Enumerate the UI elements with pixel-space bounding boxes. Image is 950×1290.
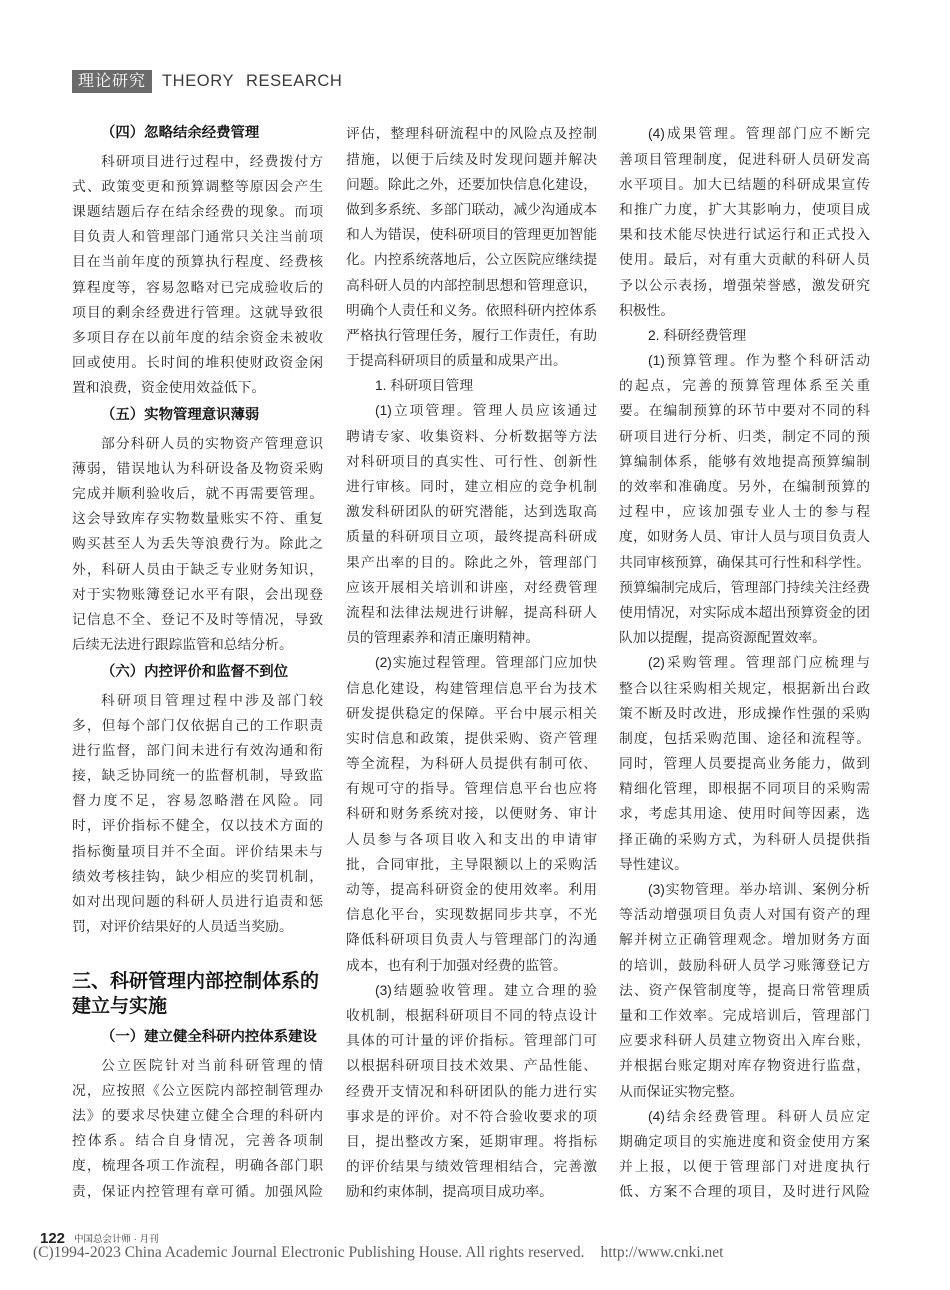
- text-line: 时，评价指标不健全，仅以技术方面的: [72, 818, 323, 834]
- subsection-heading: （六）内控评价和监督不到位: [101, 664, 289, 681]
- text-line: 严格执行管理任务，履行工作责任，有助: [346, 327, 597, 343]
- text-line: 措施，以便于后续及时发现问题并解决: [346, 151, 597, 167]
- text-line: 应要求科研人员建立物资出入库台账，: [619, 1033, 870, 1049]
- paragraph: [72, 431, 323, 658]
- text-line: 导性建议。: [619, 856, 688, 872]
- item-heading: 1. 科研项目管理: [375, 378, 474, 394]
- text-line: 指标衡量项目并不全面。评价结果未与: [72, 843, 323, 859]
- text-line: 进行监督，部门间未进行有效沟通和衔: [72, 742, 323, 758]
- journal-name: 中国总会计师 · 月刊: [74, 1234, 159, 1245]
- text-line: 等全流程，为科研人员提供有制可依、: [346, 756, 597, 772]
- paragraph: [619, 650, 870, 877]
- section-label: 理论研究: [72, 70, 152, 93]
- text-line: 事求是的评价。对不符合验收要求的项: [346, 1108, 597, 1124]
- copyright-text: (C)1994-2023 China Academic Journal Electronic Publishing House. All rights reserved.: [33, 1244, 585, 1261]
- text-line: 应该开展相关培训和讲座，对经费管理: [346, 579, 597, 595]
- paragraph: [619, 1104, 870, 1205]
- copyright-watermark: [33, 1243, 723, 1263]
- text-line: 成本，也有利于加强对经费的监管。: [346, 957, 567, 973]
- text-line: 低、方案不合理的项目，及时进行风险: [619, 1184, 870, 1200]
- text-line: 薄弱，错误地认为科研设备及物资采购: [72, 460, 323, 476]
- text-line: 以根据科研项目技术效果、产品性能、: [346, 1058, 597, 1074]
- text-line: 目在当前年度的预算执行程度、经费核: [72, 254, 323, 270]
- text-line: 度，如财务人员、审计人员与项目负责人: [619, 529, 870, 545]
- text-line: 信息化平台，实现数据同步共享，不光: [346, 907, 597, 923]
- source-url: http://www.cnki.net: [600, 1244, 724, 1261]
- paragraph: [619, 877, 870, 1104]
- text-line: 聘请专家、收集资料、分析数据等方法: [346, 428, 597, 444]
- text-line: 共同审核预算，确保其可行性和科学性。: [619, 554, 870, 570]
- item-heading: 2. 科研经费管理: [648, 327, 747, 343]
- text-line: 果和技术能尽快进行试运行和正式投入: [619, 227, 870, 243]
- text-line: 收机制，根据科研项目不同的特点设计: [346, 1007, 597, 1023]
- text-line: 具体的可计量的评价指标。管理部门可: [346, 1033, 597, 1049]
- paragraph: [346, 978, 597, 1205]
- section-label-english: THEORY RESEARCH: [162, 72, 343, 90]
- text-line: 研发提供稳定的保障。平台中展示相关: [346, 705, 597, 721]
- text-line: 于提高科研项目的质量和成果产出。: [346, 353, 567, 369]
- text-line: 制度，包括采购范围、途径和流程等。: [619, 730, 870, 746]
- text-line: 经费开支情况和科研团队的能力进行实: [346, 1083, 597, 1099]
- text-line: (3)结题验收管理。建立合理的验: [375, 982, 597, 998]
- text-line: 式、政策变更和预算调整等原因会产生: [72, 178, 323, 194]
- text-line: 进行审核。同时，建立相应的竞争机制: [346, 479, 597, 495]
- text-line: 同时，管理人员要提高业务能力，做到: [619, 756, 870, 772]
- text-line: 高科研人员的内部控制思想和管理意识，: [346, 277, 597, 293]
- text-line: 和人为错误，使科研项目的管理更加智能: [346, 227, 597, 243]
- text-line: 过程中，应该加强专业人士的参与程: [619, 504, 870, 520]
- text-line: 予以公示表扬，增强荣誉感，激发研究: [619, 277, 870, 293]
- subsection-heading: （一）建立健全科研内控体系建设: [101, 1029, 317, 1046]
- text-line: 购买甚至人为丢失等浪费行为。除此之: [72, 536, 323, 552]
- text-line: 罚，对评价结果好的人员适当奖励。: [72, 919, 293, 935]
- section-heading-line: 建立与实施: [72, 996, 168, 1018]
- text-line: 队加以提醒，提高资源配置效率。: [619, 630, 826, 646]
- text-line: 的效率和准确度。另外，在编制预算的: [619, 479, 870, 495]
- text-line: 科研和财务系统对接，以便财务、审计: [346, 806, 597, 822]
- text-line: 励和约束体制，提高项目成功率。: [346, 1184, 553, 1200]
- text-line: 况，应按照《公立医院内部控制管理办: [72, 1082, 323, 1098]
- text-line: 项目的剩余经费进行管理。这就导致很: [72, 304, 323, 320]
- text-line: 多项目存在以前年度的结余资金未被收: [72, 329, 323, 345]
- text-line: 目，提出整改方案，延期审理。将指标: [346, 1133, 597, 1149]
- paragraph: [346, 650, 597, 977]
- text-line: 动等，提高科研资金的使用效率。利用: [346, 882, 597, 898]
- text-line: 等活动增强项目负责人对国有资产的理: [619, 907, 870, 923]
- text-line: 策不断及时改进，形成操作性强的采购: [619, 705, 870, 721]
- column-1: [72, 121, 323, 1203]
- column-3: [619, 121, 870, 1204]
- text-line: (1)预算管理。作为整个科研活动: [648, 353, 870, 369]
- text-line: 求，考虑其用途、使用时间等因素，选: [619, 806, 870, 822]
- text-line: 算编制体系，能够有效地提高预算编制: [619, 453, 870, 469]
- paragraph: [346, 398, 597, 650]
- text-line: 做到多系统、多部门联动，减少沟通成本: [346, 201, 597, 217]
- subsection-heading: （五）实物管理意识薄弱: [101, 407, 260, 424]
- text-line: 科研项目管理过程中涉及部门较: [101, 692, 323, 708]
- text-line: 绩效考核挂钩，缺少相应的奖罚机制，: [72, 868, 323, 884]
- paragraph: [619, 348, 870, 650]
- text-line: 明确个人责任和义务。依照科研内控体系: [346, 302, 597, 318]
- text-line: 控体系。结合自身情况，完善各项制: [72, 1133, 323, 1149]
- subsection-heading: （四）忽略结余经费管理: [101, 125, 260, 142]
- text-line: 记信息不全、登记不及时等情况，导致: [72, 611, 323, 627]
- text-line: 回或使用。长时间的堆积使财政资金闲: [72, 355, 323, 371]
- paragraph: [72, 1053, 323, 1204]
- text-line: 水平项目。加大已结题的科研成果宣传: [619, 176, 870, 192]
- text-line: 流程和法律法规进行讲解，提高科研人: [346, 604, 597, 620]
- text-line: 量和工作效率。完成培训后，管理部门: [619, 1007, 870, 1023]
- text-line: 质量的科研项目立项，最终提高科研成: [346, 529, 597, 545]
- text-line: 对于实物账簿登记水平有限，会出现登: [72, 586, 323, 602]
- text-line: 择正确的采购方式，为科研人员提供指: [619, 831, 870, 847]
- text-line: 降低科研项目负责人与管理部门的沟通: [346, 932, 597, 948]
- text-line: 法》的要求尽快建立健全合理的科研内: [72, 1107, 323, 1123]
- text-line: 后续无法进行跟踪监管和总结分析。: [72, 637, 293, 653]
- text-line: 并根据台账定期对库存物资进行监盘，: [619, 1058, 870, 1074]
- text-line: 整合以往采购相关规定，根据新出台政: [619, 680, 870, 696]
- text-line: 督力度不足，容易忽略潜在风险。同: [72, 793, 323, 809]
- text-line: 和推广力度，扩大其影响力，使项目成: [619, 201, 870, 217]
- text-line: 法、资产保管制度等，提高日常管理质: [619, 982, 870, 998]
- text-line: 预算编制完成后，管理部门持续关注经费: [619, 579, 870, 595]
- text-line: 外，科研人员由于缺乏专业财务知识，: [72, 561, 323, 577]
- text-line: 使用。最后，对有重大贡献的科研人员: [619, 252, 870, 268]
- text-line: (4)结余经费管理。科研人员应定: [648, 1108, 870, 1124]
- text-line: 实时信息和政策，提供采购、资产管理: [346, 730, 597, 746]
- text-line: 评估，整理科研流程中的风险点及控制: [346, 126, 597, 142]
- text-line: 目负责人和管理部门通常只关注当前项: [72, 229, 323, 245]
- page-number: 122: [40, 1230, 66, 1247]
- text-line: 的培训，鼓励科研人员学习账簿登记方: [619, 957, 870, 973]
- text-line: 这会导致库存实物数量账实不符、重复: [72, 511, 323, 527]
- text-line: 公立医院针对当前科研管理的情: [101, 1057, 323, 1073]
- text-line: 要。在编制预算的环节中要对不同的科: [619, 403, 870, 419]
- text-line: (3)实物管理。举办培训、案例分析: [648, 882, 870, 898]
- text-line: 并上报，以便于管理部门对进度执行: [619, 1159, 870, 1175]
- text-line: 积极性。: [619, 302, 675, 318]
- text-line: 多，但每个部门仅依据自己的工作职责: [72, 717, 323, 733]
- paragraph-continued: [346, 121, 597, 373]
- text-line: 的起点，完善的预算管理体系至关重: [619, 378, 870, 394]
- text-line: 员的管理素养和清正廉明精神。: [346, 630, 540, 646]
- text-line: 化。内控系统落地后，公立医院应继续提: [346, 252, 597, 268]
- text-line: 度，梳理各项工作流程，明确各部门职: [72, 1158, 323, 1174]
- text-line: (1)立项管理。管理人员应该通过: [375, 403, 597, 419]
- text-line: 从而保证实物完整。: [619, 1083, 744, 1099]
- text-line: 批，合同审批，主导限额以上的采购活: [346, 856, 597, 872]
- paragraph: [72, 149, 323, 401]
- paragraph: [72, 688, 323, 940]
- text-line: 课题结题后存在结余经费的现象。而项: [72, 203, 323, 219]
- text-line: 问题。除此之外，还要加快信息化建设，: [346, 176, 597, 192]
- text-line: (2)采购管理。管理部门应梳理与: [648, 655, 870, 671]
- text-line: 如对出现问题的科研人员进行追责和惩: [72, 894, 323, 910]
- text-line: 善项目管理制度，促进科研人员研发高: [619, 151, 870, 167]
- section-heading-line: 三、科研管理内部控制体系的: [72, 971, 320, 993]
- text-line: 果产出率的目的。除此之外，管理部门: [346, 554, 597, 570]
- text-line: 科研项目进行过程中，经费拨付方: [101, 153, 323, 169]
- text-line: 期确定项目的实施进度和资金使用方案: [619, 1133, 870, 1149]
- text-line: (4)成果管理。管理部门应不断完: [648, 126, 870, 142]
- text-line: 完成并顺利验收后，就不再需要管理。: [72, 486, 323, 502]
- text-line: 精细化管理，即根据不同项目的采购需: [619, 781, 870, 797]
- text-line: 对科研项目的真实性、可行性、创新性: [346, 453, 597, 469]
- paragraph: [619, 121, 870, 323]
- text-line: 信息化建设，构建管理信息平台为技术: [346, 680, 597, 696]
- text-line: 有规可守的指导。管理信息平台也应将: [346, 781, 597, 797]
- text-line: 解并树立正确管理观念。增加财务方面: [619, 932, 870, 948]
- text-line: 的评价结果与绩效管理相结合，完善激: [346, 1159, 597, 1175]
- column-2: [346, 121, 597, 1204]
- section-heading: [72, 969, 323, 1019]
- text-line: (2)实施过程管理。管理部门应加快: [375, 655, 597, 671]
- text-line: 算程度等，容易忽略对已完成验收后的: [72, 279, 323, 295]
- text-line: 研项目进行分析、归类，制定不同的预: [619, 428, 870, 444]
- text-line: 置和浪费，资金使用效益低下。: [72, 380, 266, 396]
- text-line: 激发科研团队的研究潜能，达到选取高: [346, 504, 597, 520]
- text-line: 接，缺乏协同统一的监督机制，导致监: [72, 768, 323, 784]
- text-line: 责，保证内控管理有章可循。加强风险: [72, 1183, 323, 1199]
- text-line: 人员参与各项目收入和支出的申请审: [346, 831, 597, 847]
- text-line: 使用情况，对实际成本超出预算资金的团: [619, 604, 870, 620]
- text-line: 部分科研人员的实物资产管理意识: [101, 435, 323, 451]
